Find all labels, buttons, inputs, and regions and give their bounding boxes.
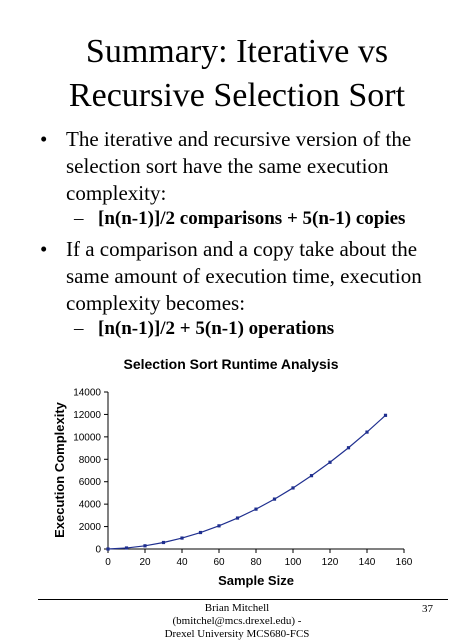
x-tick-label: 140 (358, 557, 376, 568)
y-tick-label: 4000 (78, 499, 101, 511)
bullet-2-line-3: complexity becomes: (66, 291, 246, 315)
sub-bullet-dash: – (74, 208, 84, 229)
slide-title (0, 30, 474, 118)
footer-institution: Drexel University MCS680-FCS (164, 628, 310, 640)
page-number: 37 (422, 603, 433, 615)
data-point (254, 508, 257, 511)
footer-author: Brian Mitchell (204, 602, 270, 614)
data-point (310, 474, 313, 477)
data-point (199, 531, 202, 534)
y-axis-label: Execution Complexity (52, 402, 67, 538)
sub-bullet-1: [n(n-1)]/2 comparisons + 5(n-1) copies (98, 208, 406, 229)
y-tick-label: 6000 (78, 477, 101, 489)
bullet-1 (66, 126, 446, 207)
x-axis-label: Sample Size (218, 573, 294, 588)
data-point (125, 546, 128, 549)
x-tick-label: 80 (250, 557, 262, 568)
chart-title: Selection Sort Runtime Analysis (123, 356, 339, 372)
data-point (347, 446, 350, 449)
bullet-dot: • (40, 127, 48, 151)
x-tick-label: 120 (321, 557, 339, 568)
y-tick-label: 10000 (73, 432, 101, 444)
data-point (291, 486, 294, 489)
runtime-chart (0, 345, 474, 595)
bullet-2-line-2: same amount of execution time, execution (66, 264, 422, 288)
x-tick-label: 100 (284, 557, 302, 568)
x-tick-label: 40 (176, 557, 188, 568)
bullet-2-line-1: If a comparison and a copy take about the (66, 237, 418, 261)
title-line-1: Summary: Iterative vs (85, 33, 389, 70)
data-point (236, 516, 239, 519)
data-point (217, 524, 220, 527)
data-point (106, 547, 109, 550)
data-point (162, 541, 165, 544)
series-line (108, 415, 386, 549)
x-tick-label: 160 (395, 557, 413, 568)
y-tick-label: 12000 (73, 409, 101, 421)
chart-axes (73, 388, 413, 569)
data-point (328, 461, 331, 464)
sub-bullet-dash: – (74, 318, 84, 339)
x-tick-label: 0 (105, 557, 111, 568)
data-point (273, 497, 276, 500)
bullet-1-line-3: complexity: (66, 181, 167, 205)
data-point (365, 430, 368, 433)
bullet-1-line-2: selection sort have the same execution (66, 154, 389, 178)
chart-series (106, 414, 387, 551)
y-tick-label: 0 (95, 544, 101, 556)
bullet-1-line-1: The iterative and recursive version of the (66, 127, 412, 151)
y-tick-label: 8000 (78, 454, 101, 466)
footer-email: (bmitchel@mcs.drexel.edu) - (172, 615, 302, 627)
bullet-dot: • (40, 237, 48, 261)
x-tick-label: 60 (213, 557, 225, 568)
data-point (384, 414, 387, 417)
data-point (180, 536, 183, 539)
y-tick-label: 2000 (78, 522, 101, 534)
x-tick-label: 20 (139, 557, 151, 568)
title-line-2: Recursive Selection Sort (68, 77, 406, 114)
footer-divider (38, 599, 448, 600)
sub-bullet-2: [n(n-1)]/2 + 5(n-1) operations (98, 318, 335, 339)
footer-credit (150, 602, 324, 641)
data-point (143, 544, 146, 547)
y-tick-label: 14000 (73, 387, 101, 399)
bullet-2 (66, 236, 446, 317)
